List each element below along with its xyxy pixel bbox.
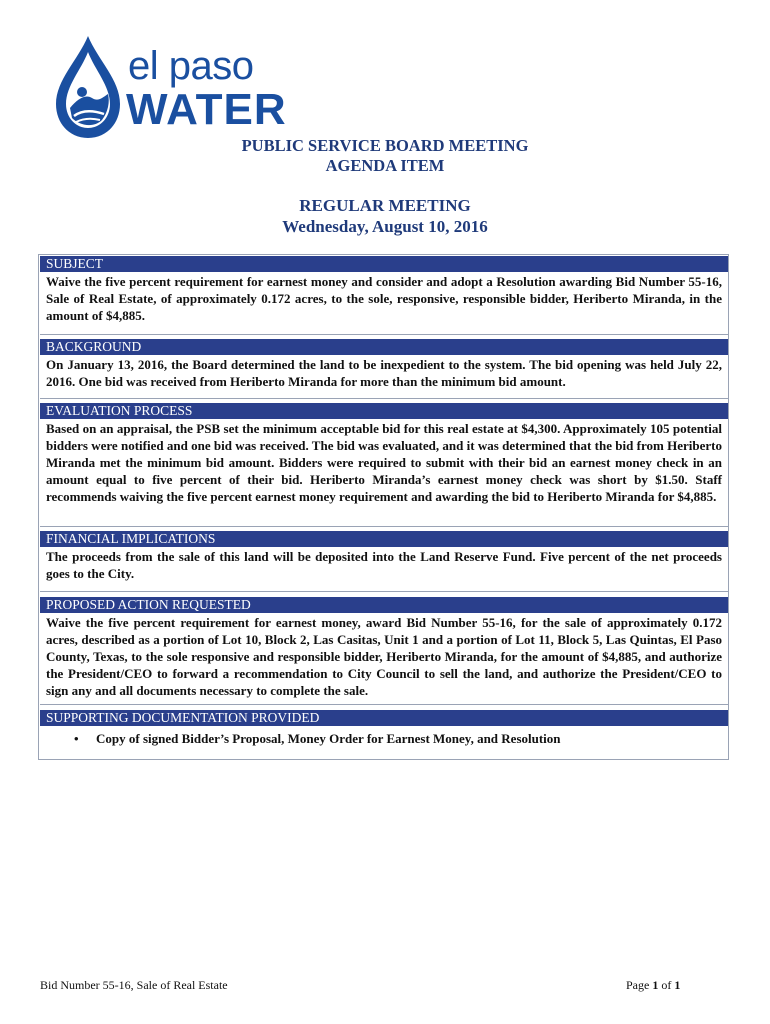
section-divider [40, 591, 728, 592]
section-divider [40, 398, 728, 399]
section-subject [40, 256, 728, 324]
list-item-text: Copy of signed Bidder’s Proposal, Money Order for Earnest Money, and Resolution [96, 731, 561, 746]
section-divider [40, 526, 728, 527]
supporting-list [40, 726, 728, 747]
section-header: SUPPORTING DOCUMENTATION PROVIDED [40, 710, 728, 726]
page-current: 1 [652, 978, 659, 992]
logo-wordmark-el-paso: el paso [128, 44, 254, 88]
section-proposed-action [40, 597, 728, 699]
section-divider [40, 334, 728, 335]
footer-document-title: Bid Number 55-16, Sale of Real Estate [40, 978, 228, 992]
page-label: Page [626, 978, 653, 992]
section-body: Based on an appraisal, the PSB set the minimum acceptable bid for this real estate at $4,300. Approximately 105 potential bidders were notified and one bid was received. The bid was evaluated, and it was determined that the bid from Heriberto Miranda met the minimum bid amount. Bidders were required to submit with their bid an earnest money check in an amount equal to five percent of their bid. Heriberto Miranda’s earnest money check was short by $1.50. Staff recommends waiving the five percent earnest money requirement and awarding the bid to Heriberto Miranda for $4,885. [46, 421, 722, 504]
section-header: BACKGROUND [40, 339, 728, 355]
meeting-date: Wednesday, August 10, 2016 [282, 217, 488, 236]
footer-page-number [626, 978, 680, 993]
section-financial-implications [40, 531, 728, 582]
water-drop-icon [48, 32, 128, 142]
list-item [46, 730, 722, 747]
el-paso-water-logo [48, 32, 288, 142]
section-background [40, 339, 728, 390]
section-header: SUBJECT [40, 256, 728, 272]
title-line-1: PUBLIC SERVICE BOARD MEETING [241, 136, 529, 155]
section-header: EVALUATION PROCESS [40, 403, 728, 419]
section-evaluation-process [40, 403, 728, 505]
section-supporting-documentation [40, 710, 728, 747]
page-of-label: of [658, 978, 675, 992]
section-body: Waive the five percent requirement for earnest money and consider and adopt a Resolution awarding Bid Number 55-16, Sale of Real Estate, of approximately 0.172 acres, to the sole, responsive, responsible bidder, Heriberto Miranda, in the amount of $4,885. [46, 274, 722, 323]
logo-wordmark-water: WATER [126, 85, 287, 134]
section-header: FINANCIAL IMPLICATIONS [40, 531, 728, 547]
page-total: 1 [674, 978, 681, 992]
meeting-info [0, 195, 770, 237]
section-body: The proceeds from the sale of this land will be deposited into the Land Reserve Fund. Five percent of the net proceeds goes to the City. [46, 549, 722, 581]
section-body: On January 13, 2016, the Board determined the land to be inexpedient to the system. The bid opening was held July 22, 2016. One bid was received from Heriberto Miranda for more than the minimum bid amount. [46, 357, 722, 389]
bullet-icon: • [74, 731, 79, 746]
section-divider [40, 704, 728, 705]
section-header: PROPOSED ACTION REQUESTED [40, 597, 728, 613]
meeting-type: REGULAR MEETING [299, 196, 471, 215]
section-body: Waive the five percent requirement for earnest money, award Bid Number 55-16, for the sale of approximately 0.172 acres, described as a portion of Lot 10, Block 2, Las Casitas, Unit 1 and a portion of Lot 11, Block 5, Las Quintas, El Paso County, Texas, to the sole responsive and responsible bidder, Heriberto Miranda, for the amount of $4,885, and authorize the President/CEO to forward a recommendation to City Council to sell the land, and authorize the President/CEO to sign any and all documents necessary to complete the sale. [46, 615, 722, 698]
title-line-2: AGENDA ITEM [325, 156, 445, 175]
agenda-title [0, 136, 770, 176]
